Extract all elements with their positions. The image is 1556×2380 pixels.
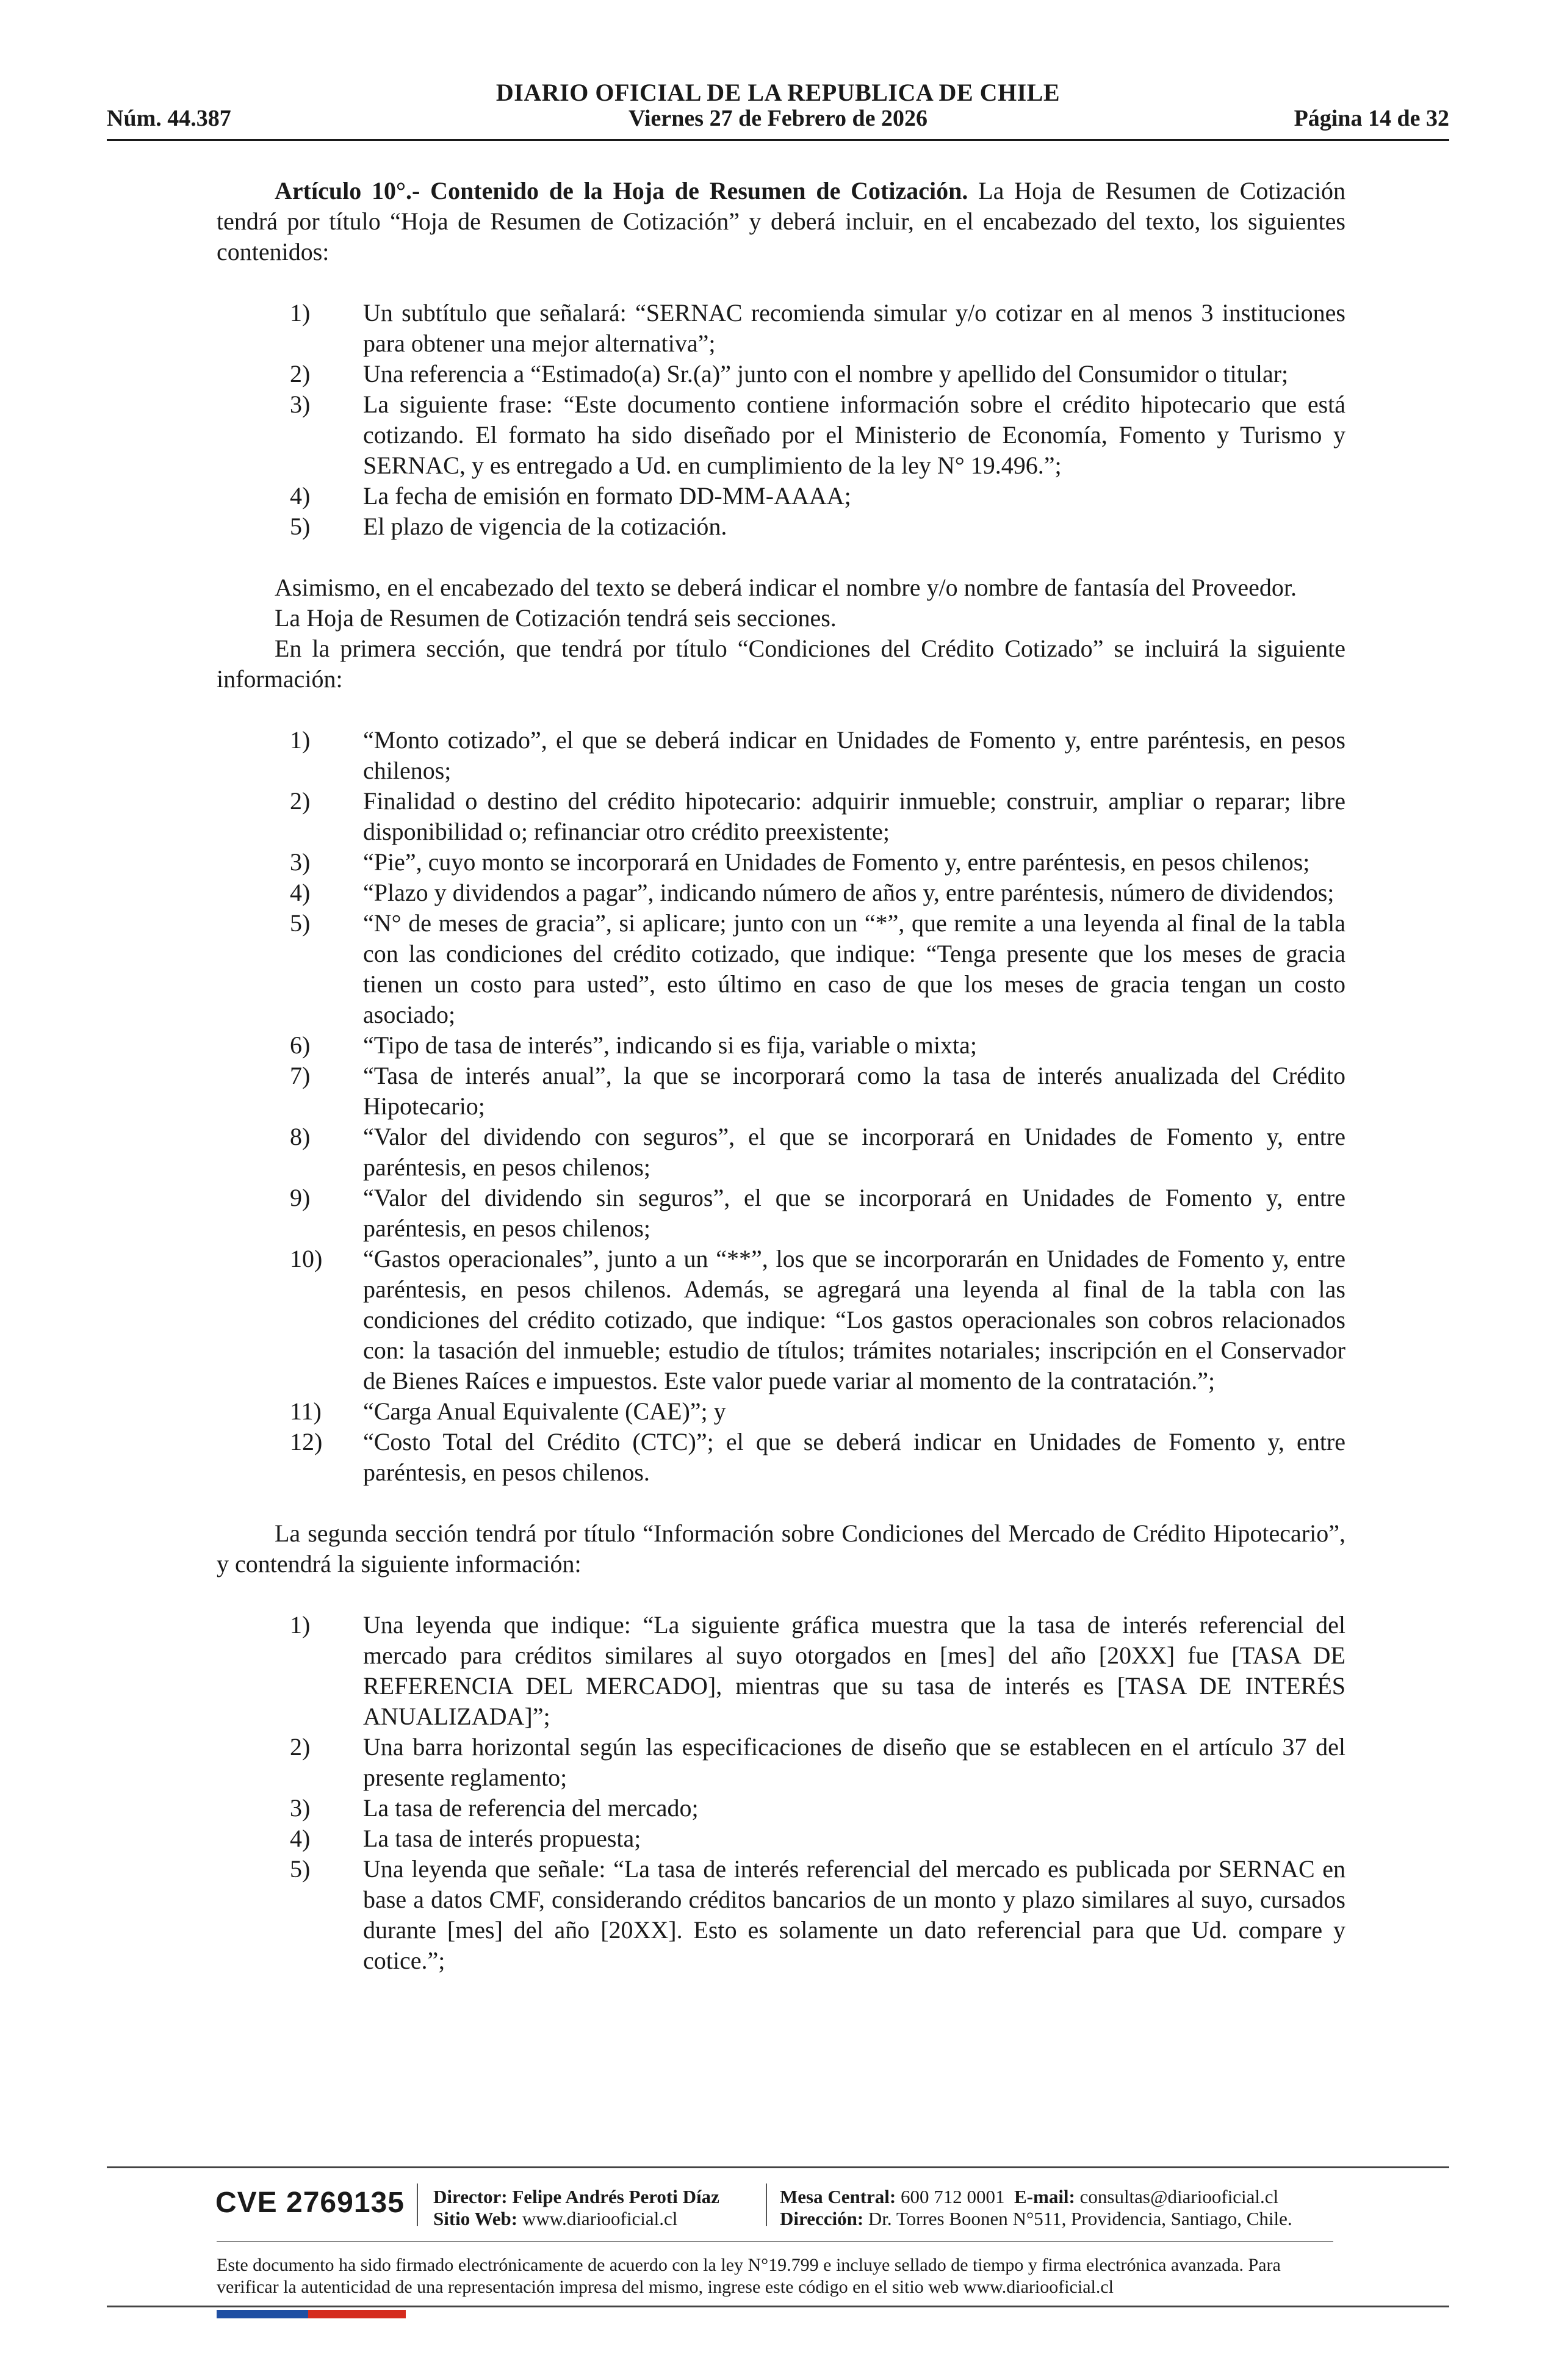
first-section-item bbox=[217, 878, 1345, 908]
first-section-item bbox=[217, 1030, 1345, 1061]
list-item-text: “N° de meses de gracia”, si aplicare; junto con un “*”, que remite a una leyenda al final de la tabla con las condiciones del crédito cotizado, que indique: “Tenga presente que los meses de gracia tienen un costo para usted”, esto último en caso de que los meses de gracia tengan un costo asociado; bbox=[363, 909, 1345, 1028]
website-link[interactable]: www.diariooficial.cl bbox=[522, 2208, 678, 2229]
director-line bbox=[433, 2186, 719, 2208]
list-item-number: 3) bbox=[290, 848, 311, 876]
spacer bbox=[217, 267, 1345, 298]
header-content-item bbox=[217, 359, 1345, 389]
list-item-text: Una leyenda que señale: “La tasa de interés referencial del mercado es publicada por SERNAC en base a datos CMF, considerando créditos bancarios de un monto y plazo similares al suyo, cursados durante [mes] del año [20XX]. Esto es solamente un dato referencial para que Ud. compare y cotice.”; bbox=[363, 1855, 1345, 1974]
spacer bbox=[217, 542, 1345, 572]
second-section-item bbox=[217, 1610, 1345, 1732]
header-divider bbox=[107, 139, 1449, 141]
list-item-text: “Monto cotizado”, el que se deberá indicar en Unidades de Fomento y, entre paréntesis, en pesos chilenos; bbox=[363, 726, 1345, 784]
header-content-item bbox=[217, 511, 1345, 542]
footer-bottom-divider bbox=[107, 2306, 1449, 2307]
footer-separator bbox=[417, 2183, 418, 2226]
spacer bbox=[217, 1579, 1345, 1610]
second-section-item bbox=[217, 1732, 1345, 1793]
first-section-item bbox=[217, 1061, 1345, 1122]
article-heading: Artículo 10°.- Contenido de la Hoja de Resumen de Cotización. bbox=[275, 177, 968, 204]
list-item-number: 2) bbox=[290, 360, 311, 388]
first-section-item bbox=[217, 725, 1345, 786]
article-body bbox=[217, 176, 1345, 1976]
first-section-item bbox=[217, 786, 1345, 847]
list-item-text: Una referencia a “Estimado(a) Sr.(a)” junto con el nombre y apellido del Consumidor o titular; bbox=[363, 360, 1289, 388]
list-item-number: 4) bbox=[290, 879, 311, 906]
page-header bbox=[107, 73, 1449, 143]
list-item-text: “Carga Anual Equivalente (CAE)”; y bbox=[363, 1397, 726, 1425]
second-section-item bbox=[217, 1823, 1345, 1854]
first-section-list bbox=[217, 725, 1345, 1488]
first-section-item bbox=[217, 847, 1345, 878]
list-item-number: 8) bbox=[290, 1123, 311, 1150]
second-section-item bbox=[217, 1793, 1345, 1823]
list-item-number: 5) bbox=[290, 909, 311, 937]
list-item-text: “Valor del dividendo sin seguros”, el que se incorporará en Unidades de Fomento y, entre paréntesis, en pesos chilenos; bbox=[363, 1184, 1345, 1242]
flag-stripe-blue bbox=[217, 2310, 308, 2318]
paragraph-segunda-seccion: La segunda sección tendrá por título “Información sobre Condiciones del Mercado de Crédito Hipotecario”, y contendrá la siguiente información: bbox=[217, 1520, 1345, 1578]
footer-divider-secondary bbox=[217, 2241, 1333, 2242]
list-item-text: “Tipo de tasa de interés”, indicando si es fija, variable o mixta; bbox=[363, 1031, 978, 1059]
list-item-text: “Valor del dividendo con seguros”, el que se incorporará en Unidades de Fomento y, entre paréntesis, en pesos chilenos; bbox=[363, 1123, 1345, 1181]
list-item-number: 12) bbox=[290, 1428, 323, 1455]
first-section-item bbox=[217, 1122, 1345, 1183]
email-label: E-mail: bbox=[1014, 2186, 1075, 2207]
spacer bbox=[217, 694, 1345, 725]
list-item-number: 9) bbox=[290, 1184, 311, 1211]
email-link[interactable]: consultas@diariooficial.cl bbox=[1079, 2186, 1279, 2207]
list-item-number: 1) bbox=[290, 726, 311, 754]
footer-separator bbox=[766, 2183, 767, 2226]
contact-block bbox=[780, 2186, 1292, 2230]
newspaper-title: DIARIO OFICIAL DE LA REPUBLICA DE CHILE bbox=[495, 79, 1061, 106]
spacer bbox=[217, 1488, 1345, 1518]
page-number: Página 14 de 32 bbox=[1294, 106, 1449, 131]
list-item-number: 11) bbox=[290, 1397, 322, 1425]
list-item-text: La tasa de referencia del mercado; bbox=[363, 1794, 699, 1822]
list-item-text: Una leyenda que indique: “La siguiente gráfica muestra que la tasa de interés referencial del mercado para créditos similares al suyo otorgados en [mes] del año [20XX] fue [TASA DE REFERENCIA DEL MERCADO], mientras que su tasa de interés es [TASA DE INTERÉS ANUALIZADA]”; bbox=[363, 1611, 1345, 1730]
list-item-text: “Plazo y dividendos a pagar”, indicando número de años y, entre paréntesis, número de dividendos; bbox=[363, 879, 1334, 906]
list-item-number: 1) bbox=[290, 1611, 311, 1639]
director-block bbox=[433, 2186, 719, 2230]
mesa-label: Mesa Central: bbox=[780, 2186, 896, 2207]
issue-number: Núm. 44.387 bbox=[107, 106, 231, 131]
list-item-number: 3) bbox=[290, 1794, 311, 1822]
director-label: Director: bbox=[433, 2186, 508, 2207]
first-section-item bbox=[217, 1396, 1345, 1427]
mesa-value: 600 712 0001 bbox=[901, 2186, 1005, 2207]
list-item-text: El plazo de vigencia de la cotización. bbox=[363, 513, 727, 540]
flag-stripe-red bbox=[308, 2310, 406, 2318]
list-item-text: “Tasa de interés anual”, la que se incorporará como la tasa de interés anualizada del Crédito Hipotecario; bbox=[363, 1062, 1345, 1120]
list-item-number: 4) bbox=[290, 1825, 311, 1852]
first-section-item bbox=[217, 1183, 1345, 1244]
phone-email-line bbox=[780, 2186, 1292, 2208]
paragraph-secciones: La Hoja de Resumen de Cotización tendrá seis secciones. bbox=[275, 604, 837, 632]
article-intro-text: La Hoja de Resumen de Cotización tendrá por título “Hoja de Resumen de Cotización” y deberá incluir, en el encabezado del texto, los siguientes contenidos: bbox=[217, 177, 1346, 265]
address-line bbox=[780, 2208, 1292, 2230]
list-item-number: 6) bbox=[290, 1031, 311, 1059]
website-line bbox=[433, 2208, 719, 2230]
list-item-text: Una barra horizontal según las especificaciones de diseño que se establecen en el artículo 37 del presente reglamento; bbox=[363, 1733, 1345, 1791]
article-intro bbox=[217, 176, 1345, 267]
website-label: Sitio Web: bbox=[433, 2208, 518, 2229]
paragraph-primera-seccion: En la primera sección, que tendrá por título “Condiciones del Crédito Cotizado” se incluirá la siguiente información: bbox=[217, 635, 1345, 693]
list-item-text: Un subtítulo que señalará: “SERNAC recomienda simular y/o cotizar en al menos 3 instituciones para obtener una mejor alternativa”; bbox=[363, 299, 1345, 357]
list-item-number: 1) bbox=[290, 299, 311, 326]
list-item-number: 10) bbox=[290, 1245, 323, 1272]
list-item-text: La tasa de interés propuesta; bbox=[363, 1825, 641, 1852]
list-item-text: La fecha de emisión en formato DD-MM-AAAA; bbox=[363, 482, 851, 510]
list-item-number: 5) bbox=[290, 513, 311, 540]
legal-notice: Este documento ha sido firmado electrónicamente de acuerdo con la ley N°19.799 e incluye sellado de tiempo y firma electrónica avanzada. Para verificar la autenticidad de una representación impresa del mismo, ingrese este código en el sitio web www.diariooficial.cl bbox=[217, 2255, 1281, 2297]
list-item-number: 7) bbox=[290, 1062, 311, 1089]
list-item-text: Finalidad o destino del crédito hipotecario: adquirir inmueble; construir, ampliar o reparar; libre disponibilidad o; refinanciar otro crédito preexistente; bbox=[363, 787, 1345, 845]
paragraph-asimismo: Asimismo, en el encabezado del texto se deberá indicar el nombre y/o nombre de fantasía del Proveedor. bbox=[275, 574, 1297, 601]
list-item-number: 2) bbox=[290, 787, 311, 815]
list-item-number: 2) bbox=[290, 1733, 311, 1761]
first-section-item bbox=[217, 908, 1345, 1030]
director-name: Felipe Andrés Peroti Díaz bbox=[512, 2186, 719, 2207]
address-label: Dirección: bbox=[780, 2208, 864, 2229]
list-item-number: 3) bbox=[290, 391, 311, 418]
header-contents-list bbox=[217, 298, 1345, 542]
header-content-item bbox=[217, 481, 1345, 511]
list-item-text: “Costo Total del Crédito (CTC)”; el que se deberá indicar en Unidades de Fomento y, entre paréntesis, en pesos chilenos. bbox=[363, 1428, 1345, 1486]
header-content-item bbox=[217, 298, 1345, 359]
list-item-number: 5) bbox=[290, 1855, 311, 1883]
footer-divider bbox=[107, 2166, 1449, 2168]
issue-date: Viernes 27 de Febrero de 2026 bbox=[628, 106, 928, 131]
list-item-text: “Gastos operacionales”, junto a un “**”, los que se incorporarán en Unidades de Fomento y, entre paréntesis, en pesos chilenos. Además, se agregará una leyenda al final de la tabla con las condiciones del crédito cotizado, que indique: “Los gastos operacionales son cobros relacionados con: la tasación del inmueble; estudio de títulos; trámites notariales; inscripción en el Conservador de Bienes Raíces e impuestos. Este valor puede variar al momento de la contratación.”; bbox=[363, 1245, 1345, 1394]
second-section-item bbox=[217, 1854, 1345, 1976]
address-value: Dr. Torres Boonen N°511, Providencia, Santiago, Chile. bbox=[868, 2208, 1292, 2229]
list-item-text: La siguiente frase: “Este documento contiene información sobre el crédito hipotecario que está cotizando. El formato ha sido diseñado por el Ministerio de Economía, Fomento y Turismo y SERNAC, y es entregado a Ud. en cumplimiento de la ley N° 19.496.”; bbox=[363, 391, 1345, 479]
list-item-number: 4) bbox=[290, 482, 311, 510]
second-section-list bbox=[217, 1610, 1345, 1976]
cve-code: CVE 2769135 bbox=[215, 2187, 405, 2219]
list-item-text: “Pie”, cuyo monto se incorporará en Unidades de Fomento y, entre paréntesis, en pesos chilenos; bbox=[363, 848, 1310, 876]
first-section-item bbox=[217, 1427, 1345, 1488]
first-section-item bbox=[217, 1244, 1345, 1396]
header-content-item bbox=[217, 389, 1345, 481]
